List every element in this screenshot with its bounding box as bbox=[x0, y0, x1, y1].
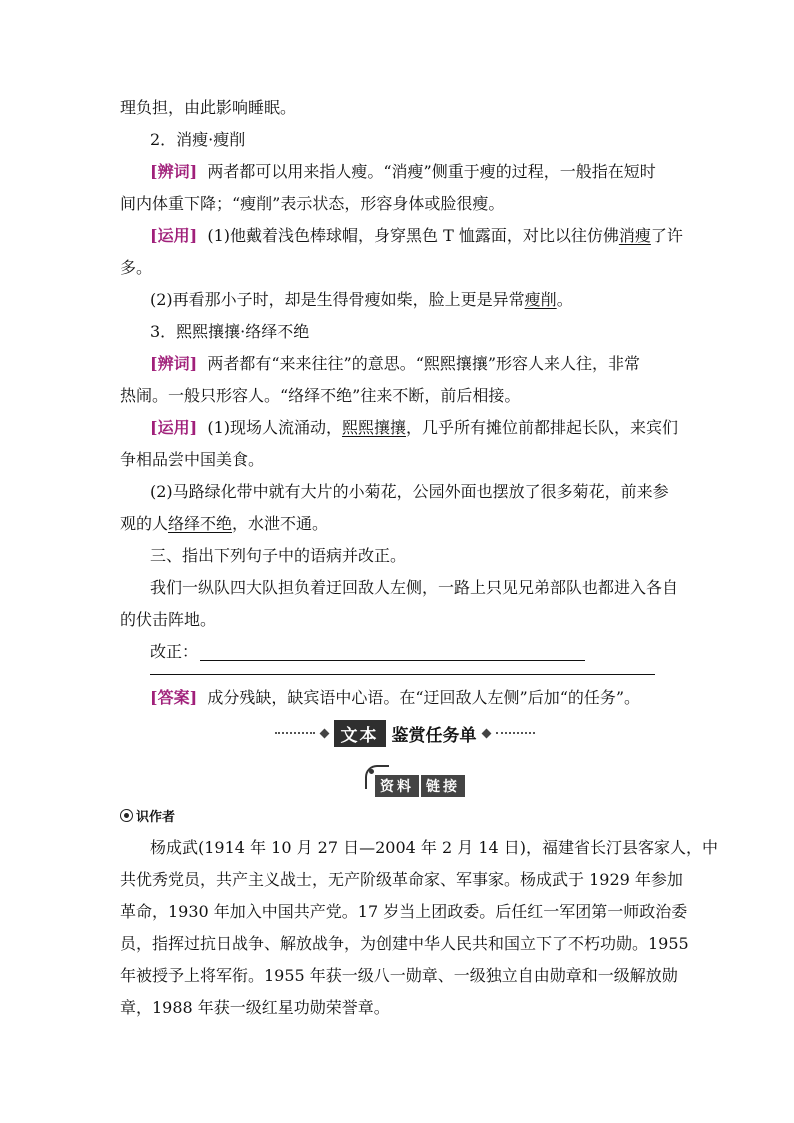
ziliao-lianjie-badge bbox=[365, 765, 475, 795]
subheading-word-pair-3: 3．熙熙攘攘·络绎不绝 bbox=[150, 322, 310, 341]
diamond-icon bbox=[319, 728, 329, 738]
lianjie-label: 链接 bbox=[421, 775, 465, 797]
wenben-box: 文本 bbox=[334, 720, 386, 747]
dot-icon bbox=[369, 769, 374, 774]
text-line: [运用] (1)现场人流涌动，熙熙攘攘，几乎所有摊位前都排起长队，来宾们 bbox=[150, 418, 679, 437]
text-line: 章，1988 年获一级红星功勋荣誉章。 bbox=[120, 998, 390, 1017]
text-line: 共优秀党员，共产主义战士，无产阶级革命家、军事家。杨成武于 1929 年参加 bbox=[120, 870, 683, 889]
dotted-rule-left bbox=[275, 732, 315, 734]
text-line: 多。 bbox=[120, 258, 153, 277]
banner-title: 鉴赏任务单 bbox=[391, 725, 477, 746]
bianci-tag: [辨词] bbox=[150, 354, 198, 373]
dotted-rule-right bbox=[496, 732, 536, 734]
target-icon bbox=[120, 809, 133, 822]
answer-blank-line-2[interactable] bbox=[150, 674, 655, 675]
text-line: 热闹。一般只形容人。“络绎不绝”往来不断，前后相接。 bbox=[120, 386, 521, 405]
text-line: 年被授予上将军衔。1955 年获一级八一勋章、一级独立自由勋章和一级解放勋 bbox=[120, 966, 678, 985]
text-appreciation-banner bbox=[275, 720, 535, 746]
correction-label: 改正： bbox=[150, 642, 199, 661]
text-line: 革命，1930 年加入中国共产党。17 岁当上团政委。后任红一军团第一师政治委 bbox=[120, 902, 688, 921]
text-line: [运用] (1)他戴着浅色棒球帽，身穿黑色 T 恤露面，对比以往仿佛消瘦了许 bbox=[150, 226, 683, 245]
subheading-word-pair-2: 2．消瘦·瘦削 bbox=[150, 130, 246, 149]
section-heading-3: 三、指出下列句子中的语病并改正。 bbox=[150, 546, 407, 565]
ziliao-label: 资料 bbox=[375, 775, 419, 797]
text-line: 的伏击阵地。 bbox=[120, 610, 217, 629]
text-line: [辨词] 两者都可以用来指人瘦。“消瘦”侧重于瘦的过程，一般指在短时 bbox=[150, 162, 656, 181]
text-line: (2)马路绿化带中就有大片的小菊花，公园外面也摆放了很多菊花，前来参 bbox=[150, 482, 669, 501]
text-line: 理负担，由此影响睡眠。 bbox=[120, 98, 297, 117]
text-line: 争相品尝中国美食。 bbox=[120, 450, 265, 469]
text-line: 间内体重下降；“瘦削”表示状态，形容身体或脸很瘦。 bbox=[120, 194, 505, 213]
yunyong-tag: [运用] bbox=[150, 418, 198, 437]
answer-line: [答案] 成分残缺，缺宾语中心语。在“迂回敌人左侧”后加“的任务”。 bbox=[150, 688, 641, 707]
diamond-icon bbox=[481, 728, 491, 738]
yunyong-tag: [运用] bbox=[150, 226, 198, 245]
text-line: (2)再看那小子时，却是生得骨瘦如柴，脸上更是异常瘦削。 bbox=[150, 290, 573, 309]
text-line: 杨成武(1914 年 10 月 27 日—2004 年 2 月 14 日)，福建省长汀县客家人，中 bbox=[150, 838, 719, 857]
answer-tag: [答案] bbox=[150, 688, 198, 707]
text-line: 我们一纵队四大队担负着迂回敌人左侧，一路上只见兄弟部队也都进入各自 bbox=[150, 578, 679, 597]
author-subheading: 识作者 bbox=[120, 806, 680, 828]
text-line: 员，指挥过抗日战争、解放战争，为创建中华人民共和国立下了不朽功勋。1955 bbox=[120, 934, 689, 953]
text-line: 观的人络绎不绝，水泄不通。 bbox=[120, 514, 329, 533]
bianci-tag: [辨词] bbox=[150, 162, 198, 181]
text-line: [辨词] 两者都有“来来往往”的意思。“熙熙攘攘”形容人来人往，非常 bbox=[150, 354, 641, 373]
answer-blank-line-1[interactable] bbox=[200, 660, 585, 661]
